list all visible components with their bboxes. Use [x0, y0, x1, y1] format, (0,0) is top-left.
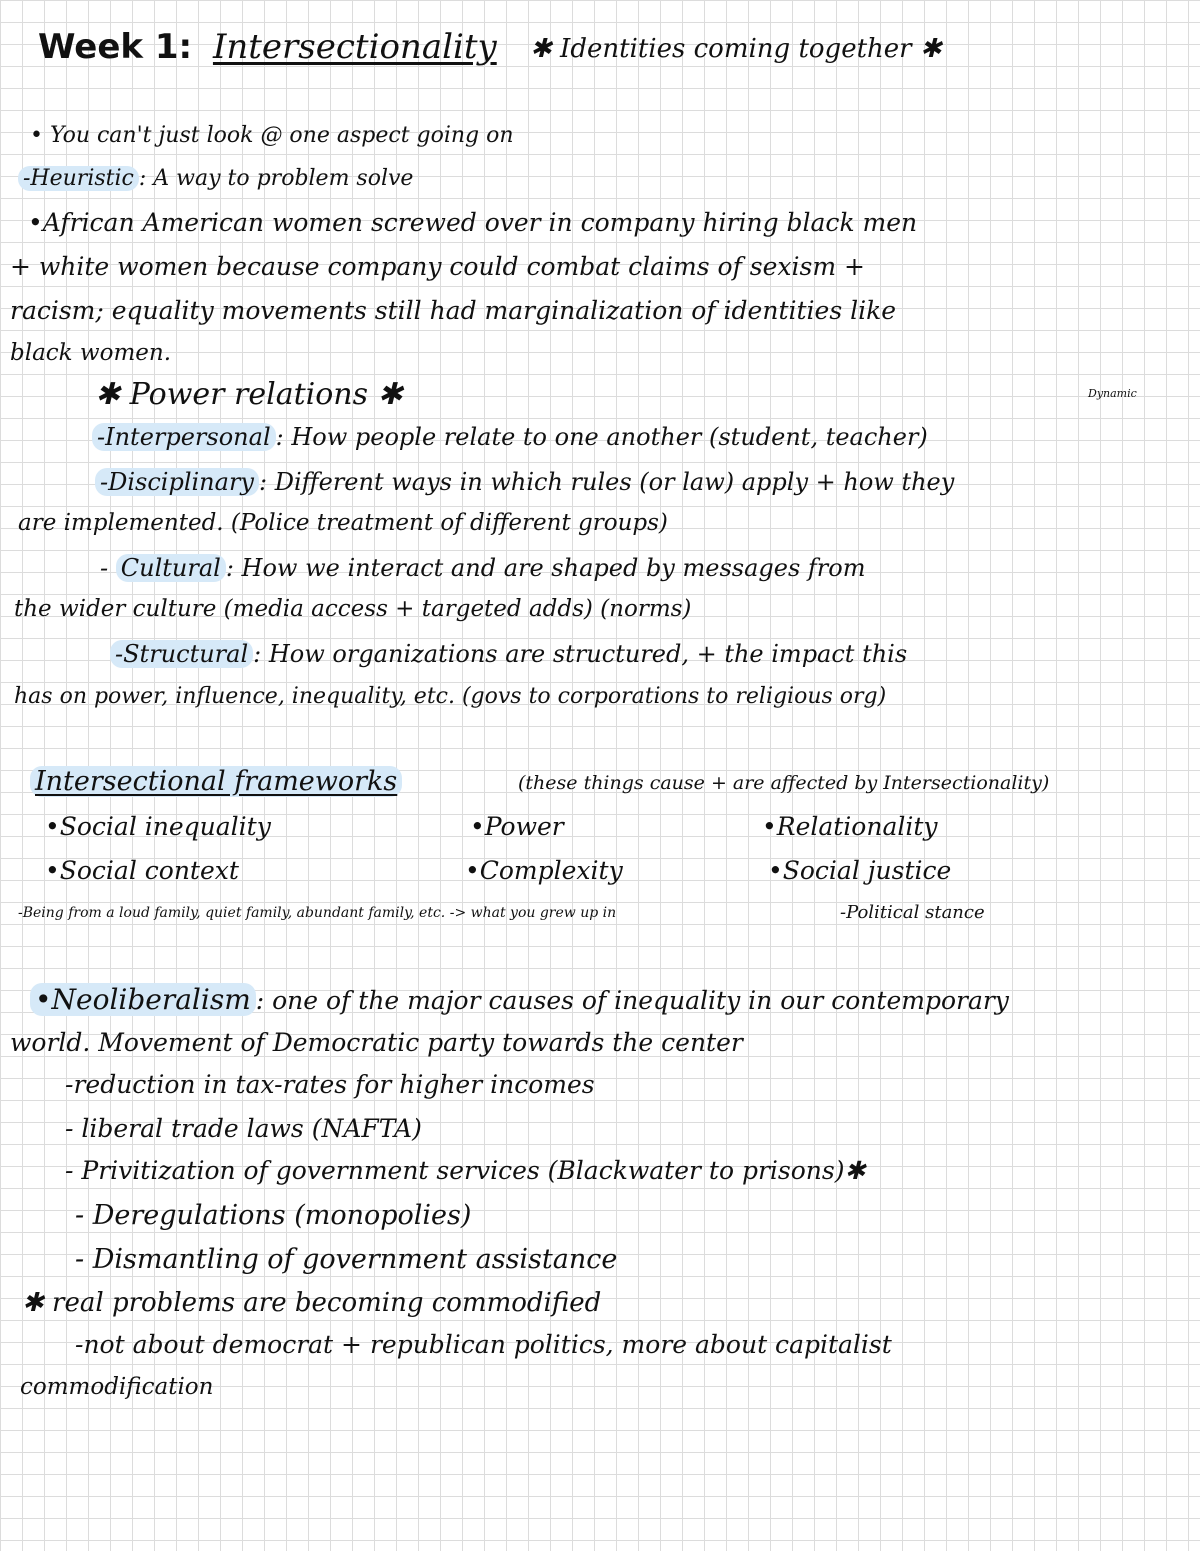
interpersonal-line: [92, 425, 928, 449]
interpersonal-term: -Interpersonal: [92, 423, 276, 451]
example-line-2: + white women because company could combat claims of sexism +: [10, 252, 865, 281]
neoliberalism-line: [30, 983, 1009, 1016]
neoliberalism-item-3: - Privitization of government services (Blackwater to prisons)✱: [65, 1156, 866, 1185]
example-line-1: •African American women screwed over in company hiring black men: [28, 208, 918, 237]
cultural-continued: the wider culture (media access + targeted adds) (norms): [14, 596, 692, 622]
neoliberalism-continued: world. Movement of Democratic party towards the center: [10, 1028, 743, 1057]
dynamic-note: Dynamic: [1088, 387, 1137, 400]
frameworks-heading-line: [30, 768, 402, 795]
star-note: ✱ real problems are becoming commodified: [22, 1288, 602, 1318]
disciplinary-continued: are implemented. (Police treatment of different groups): [18, 510, 668, 536]
page-title: [38, 27, 497, 67]
sub-note: -not about democrat + republican politics, more about capitalist: [75, 1330, 892, 1359]
frameworks-heading: Intersectional frameworks: [30, 766, 402, 797]
neoliberalism-item-1: -reduction in tax-rates for higher incomes: [65, 1070, 595, 1099]
framework-social-context: •Social context: [45, 856, 239, 885]
neoliberalism-item-2: - liberal trade laws (NAFTA): [65, 1114, 422, 1143]
disciplinary-definition: : Different ways in which rules (or law) apply + how they: [258, 468, 955, 496]
structural-continued: has on power, influence, inequality, etc. (govs to corporations to religious org): [14, 684, 887, 709]
heuristic-term: -Heuristic: [18, 166, 139, 191]
heuristic-line: [18, 168, 413, 190]
structural-term: -Structural: [110, 640, 253, 668]
framework-complexity: •Complexity: [465, 856, 623, 885]
sub-note-continued: commodification: [20, 1374, 214, 1400]
neoliberalism-item-4: - Deregulations (monopolies): [75, 1200, 472, 1231]
cultural-definition: : How we interact and are shaped by messages from: [225, 554, 866, 582]
structural-definition: : How organizations are structured, + the impact this: [253, 640, 908, 668]
framework-power: •Power: [470, 812, 564, 841]
interpersonal-definition: : How people relate to one another (student, teacher): [275, 423, 928, 451]
framework-social-inequality: •Social inequality: [45, 812, 271, 841]
example-line-3: racism; equality movements still had marginalization of identities like: [10, 296, 897, 325]
framework-social-justice: •Social justice: [768, 856, 952, 885]
week-label: Week 1:: [38, 27, 193, 67]
social-justice-note: -Political stance: [840, 902, 985, 923]
frameworks-note: (these things cause + are affected by Intersectionality): [518, 772, 1050, 794]
topic-title: Intersectionality: [212, 27, 497, 67]
disciplinary-term: -Disciplinary: [95, 468, 259, 496]
heuristic-definition: : A way to problem solve: [138, 166, 414, 191]
social-context-note: -Being from a loud family, quiet family, abundant family, etc. -> what you grew up in: [18, 905, 617, 921]
intro-line-1: • You can't just look @ one aspect going on: [30, 123, 514, 148]
neoliberalism-definition: : one of the major causes of inequality in our contemporary: [255, 986, 1009, 1015]
framework-relationality: •Relationality: [762, 812, 938, 841]
example-line-4: black women.: [10, 340, 171, 366]
disciplinary-line: [95, 470, 954, 494]
neoliberalism-term: •Neoliberalism: [30, 983, 256, 1016]
neoliberalism-item-5: - Dismantling of government assistance: [75, 1244, 618, 1275]
header-note: ✱ Identities coming together ✱: [530, 34, 942, 64]
cultural-term: Cultural: [116, 554, 226, 582]
cultural-line: - Cultural : How we interact and are shaped by messages from: [100, 554, 866, 582]
structural-line: [110, 642, 907, 666]
power-relations-heading: ✱ Power relations ✱: [95, 377, 403, 412]
